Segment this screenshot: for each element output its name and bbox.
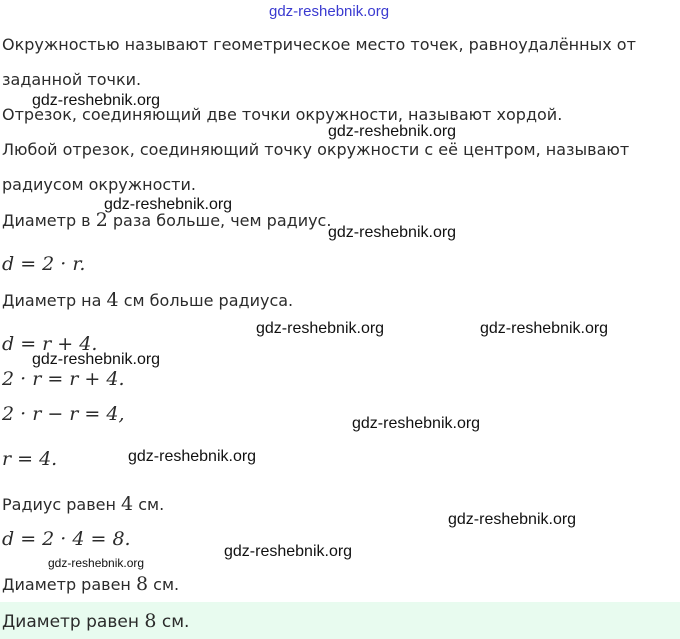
paragraph-diameter-result xyxy=(2,574,179,595)
watermark: gdz-reshebnik.org xyxy=(104,196,233,213)
equation-3: 2 · r = r + 4. xyxy=(2,368,125,390)
paragraph-radius-definition: Любой отрезок, соединяющий точку окружности с её центром, называют xyxy=(2,140,630,159)
condition-2-number: 4 xyxy=(106,289,119,311)
paragraph-chord-definition: Отрезок, соединяющий две точки окружности, называют хордой. xyxy=(2,105,563,124)
equation-6: d = 2 · 4 = 8. xyxy=(2,528,131,550)
paragraph-condition-1 xyxy=(2,210,331,231)
site-watermark-top: gdz-reshebnik.org xyxy=(269,3,390,20)
condition-1-suffix: раза больше, чем радиус. xyxy=(107,211,332,230)
radius-result-suffix: см. xyxy=(133,495,165,514)
watermark: gdz-reshebnik.org xyxy=(352,415,481,432)
radius-result-prefix: Радиус равен xyxy=(2,495,122,514)
watermark: gdz-reshebnik.org xyxy=(32,351,161,368)
watermark: gdz-reshebnik.org xyxy=(480,320,609,337)
answer-box xyxy=(0,602,680,639)
answer-prefix: Диаметр равен xyxy=(2,612,145,632)
watermark: gdz-reshebnik.org xyxy=(256,320,385,337)
watermark: gdz-reshebnik.org xyxy=(328,123,457,140)
condition-2-suffix: см больше радиуса. xyxy=(118,291,294,310)
paragraph-circle-definition-cont: заданной точки. xyxy=(2,70,142,89)
paragraph-radius-definition-cont: радиусом окружности. xyxy=(2,175,196,194)
equation-1: d = 2 · r. xyxy=(2,253,86,275)
diameter-result-suffix: см. xyxy=(148,575,180,594)
answer-number: 8 xyxy=(144,610,157,632)
answer-suffix: см. xyxy=(156,612,190,632)
paragraph-radius-result xyxy=(2,494,164,515)
paragraph-condition-2 xyxy=(2,290,293,311)
condition-1-number: 2 xyxy=(95,209,108,231)
answer-text xyxy=(2,611,189,632)
watermark: gdz-reshebnik.org xyxy=(448,511,577,528)
radius-result-number: 4 xyxy=(121,493,134,515)
condition-1-prefix: Диаметр в xyxy=(2,211,96,230)
watermark: gdz-reshebnik.org xyxy=(48,556,145,570)
watermark: gdz-reshebnik.org xyxy=(32,92,161,109)
watermark: gdz-reshebnik.org xyxy=(128,448,257,465)
watermark: gdz-reshebnik.org xyxy=(224,543,353,560)
equation-4: 2 · r − r = 4, xyxy=(2,403,125,425)
watermark: gdz-reshebnik.org xyxy=(328,224,457,241)
diameter-result-number: 8 xyxy=(135,573,149,595)
equation-5: r = 4. xyxy=(2,448,58,470)
paragraph-circle-definition: Окружностью называют геометрическое место точек, равноудалённых от xyxy=(2,35,636,54)
condition-2-prefix: Диаметр на xyxy=(2,291,107,310)
diameter-result-prefix: Диаметр равен xyxy=(2,575,136,594)
equation-2: d = r + 4. xyxy=(2,333,98,355)
